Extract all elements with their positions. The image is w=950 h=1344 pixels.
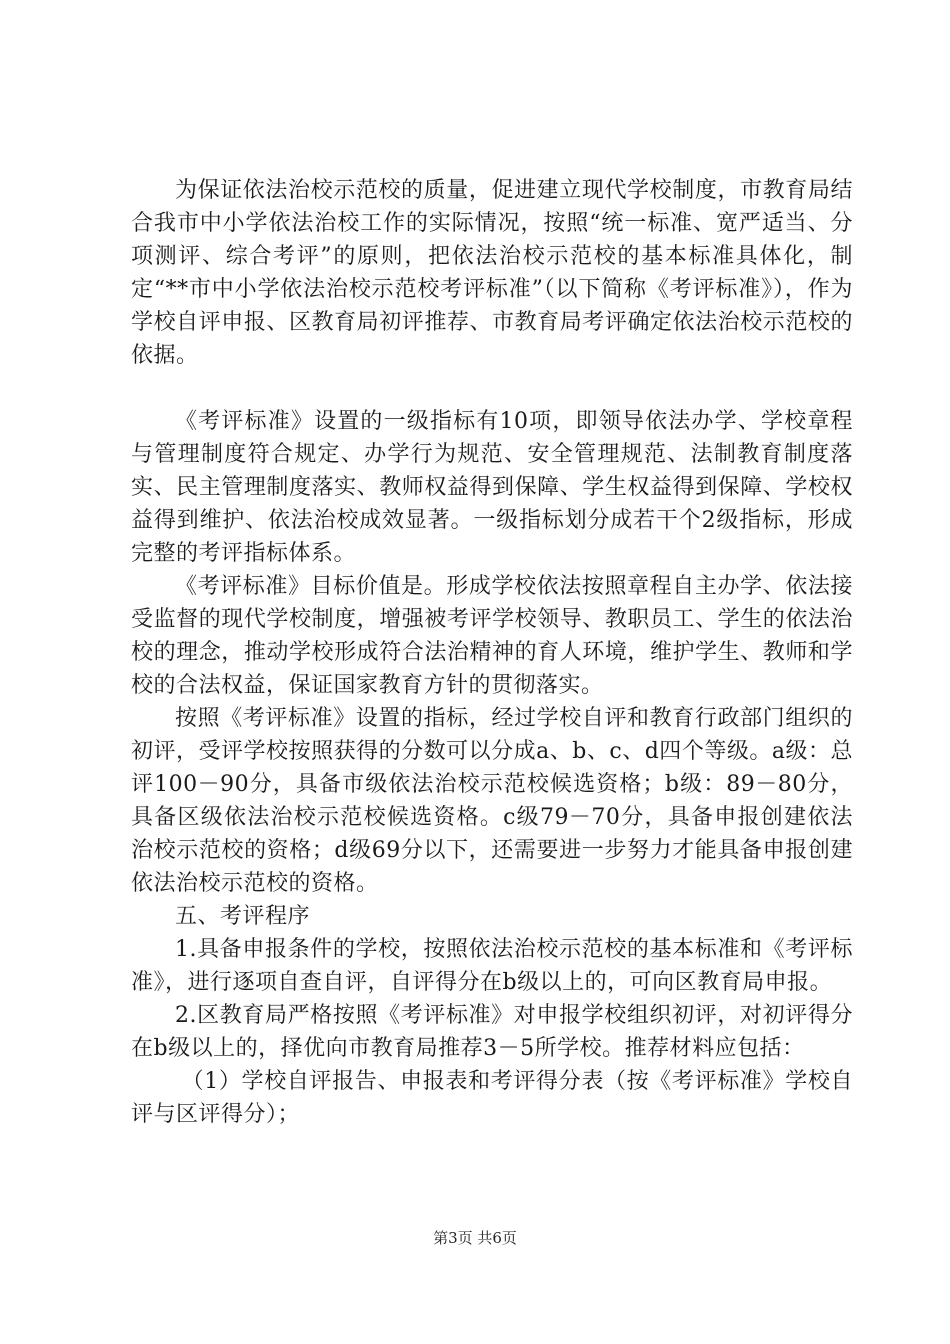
paragraph-intro: 为保证依法治校示范校的质量，促进建立现代学校制度，市教育局结合我市中小学依法治校工作的实际情况，按照“统一标准、宽严适当、分项测评、综合考评”的原则，把依法治校示范校的基本标准具体化，制定“**市中小学依法治校示范校考评标准”（以下简称《考评标准》），作为学校自评申报、区教育局初评推荐、市教育局考评确定依法治校示范校的依据。 <box>131 178 853 368</box>
paragraph-indicators: 《考评标准》设置的一级指标有10项，即领导依法办学、学校章程与管理制度符合规定、办学行为规范、安全管理规范、法制教育制度落实、民主管理制度落实、教师权益得到保障、学生权益得到保障、学校权益得到维护、依法治校成效显著。一级指标划分成若干个2级指标，形成完整的考评指标体系。 <box>131 409 853 566</box>
paragraph-goal-value: 《考评标准》目标价值是。形成学校依法按照章程自主办学、依法接受监督的现代学校制度，增强被考评学校领导、教职员工、学生的依法治校的理念，推动学校形成符合法治精神的育人环境，维护学生、教师和学校的合法权益，保证国家教育方针的贯彻落实。 <box>131 574 853 698</box>
document-body <box>131 174 853 1131</box>
paragraph-grading-levels: 按照《考评标准》设置的指标，经过学校自评和教育行政部门组织的初评，受评学校按照获得的分数可以分成a、b、c、d四个等级。a级：总评100－90分，具备市级依法治校示范校候选资格；b级：89－80分，具备区级依法治校示范校候选资格。c级79－70分，具备申报创建依法治校示范校的资格；d级69分以下，还需要进一步努力才能具备申报创建依法治校示范校的资格。 <box>131 706 853 896</box>
paragraph-step-1: 1.具备申报条件的学校，按照依法治校示范校的基本标准和《考评标准》，进行逐项自查自评，自评得分在b级以上的，可向区教育局申报。 <box>131 937 853 995</box>
section-heading-procedure: 五、考评程序 <box>175 904 311 929</box>
paragraph-sub-item-1: （1）学校自评报告、申报表和考评得分表（按《考评标准》学校自评与区评得分）； <box>131 1069 853 1127</box>
paragraph-step-2: 2.区教育局严格按照《考评标准》对申报学校组织初评，对初评得分在b级以上的，择优向市教育局推荐3－5所学校。推荐材料应包括： <box>131 1003 853 1061</box>
page-footer <box>0 1228 950 1248</box>
page-number-label: 第3页 共6页 <box>433 1229 517 1247</box>
